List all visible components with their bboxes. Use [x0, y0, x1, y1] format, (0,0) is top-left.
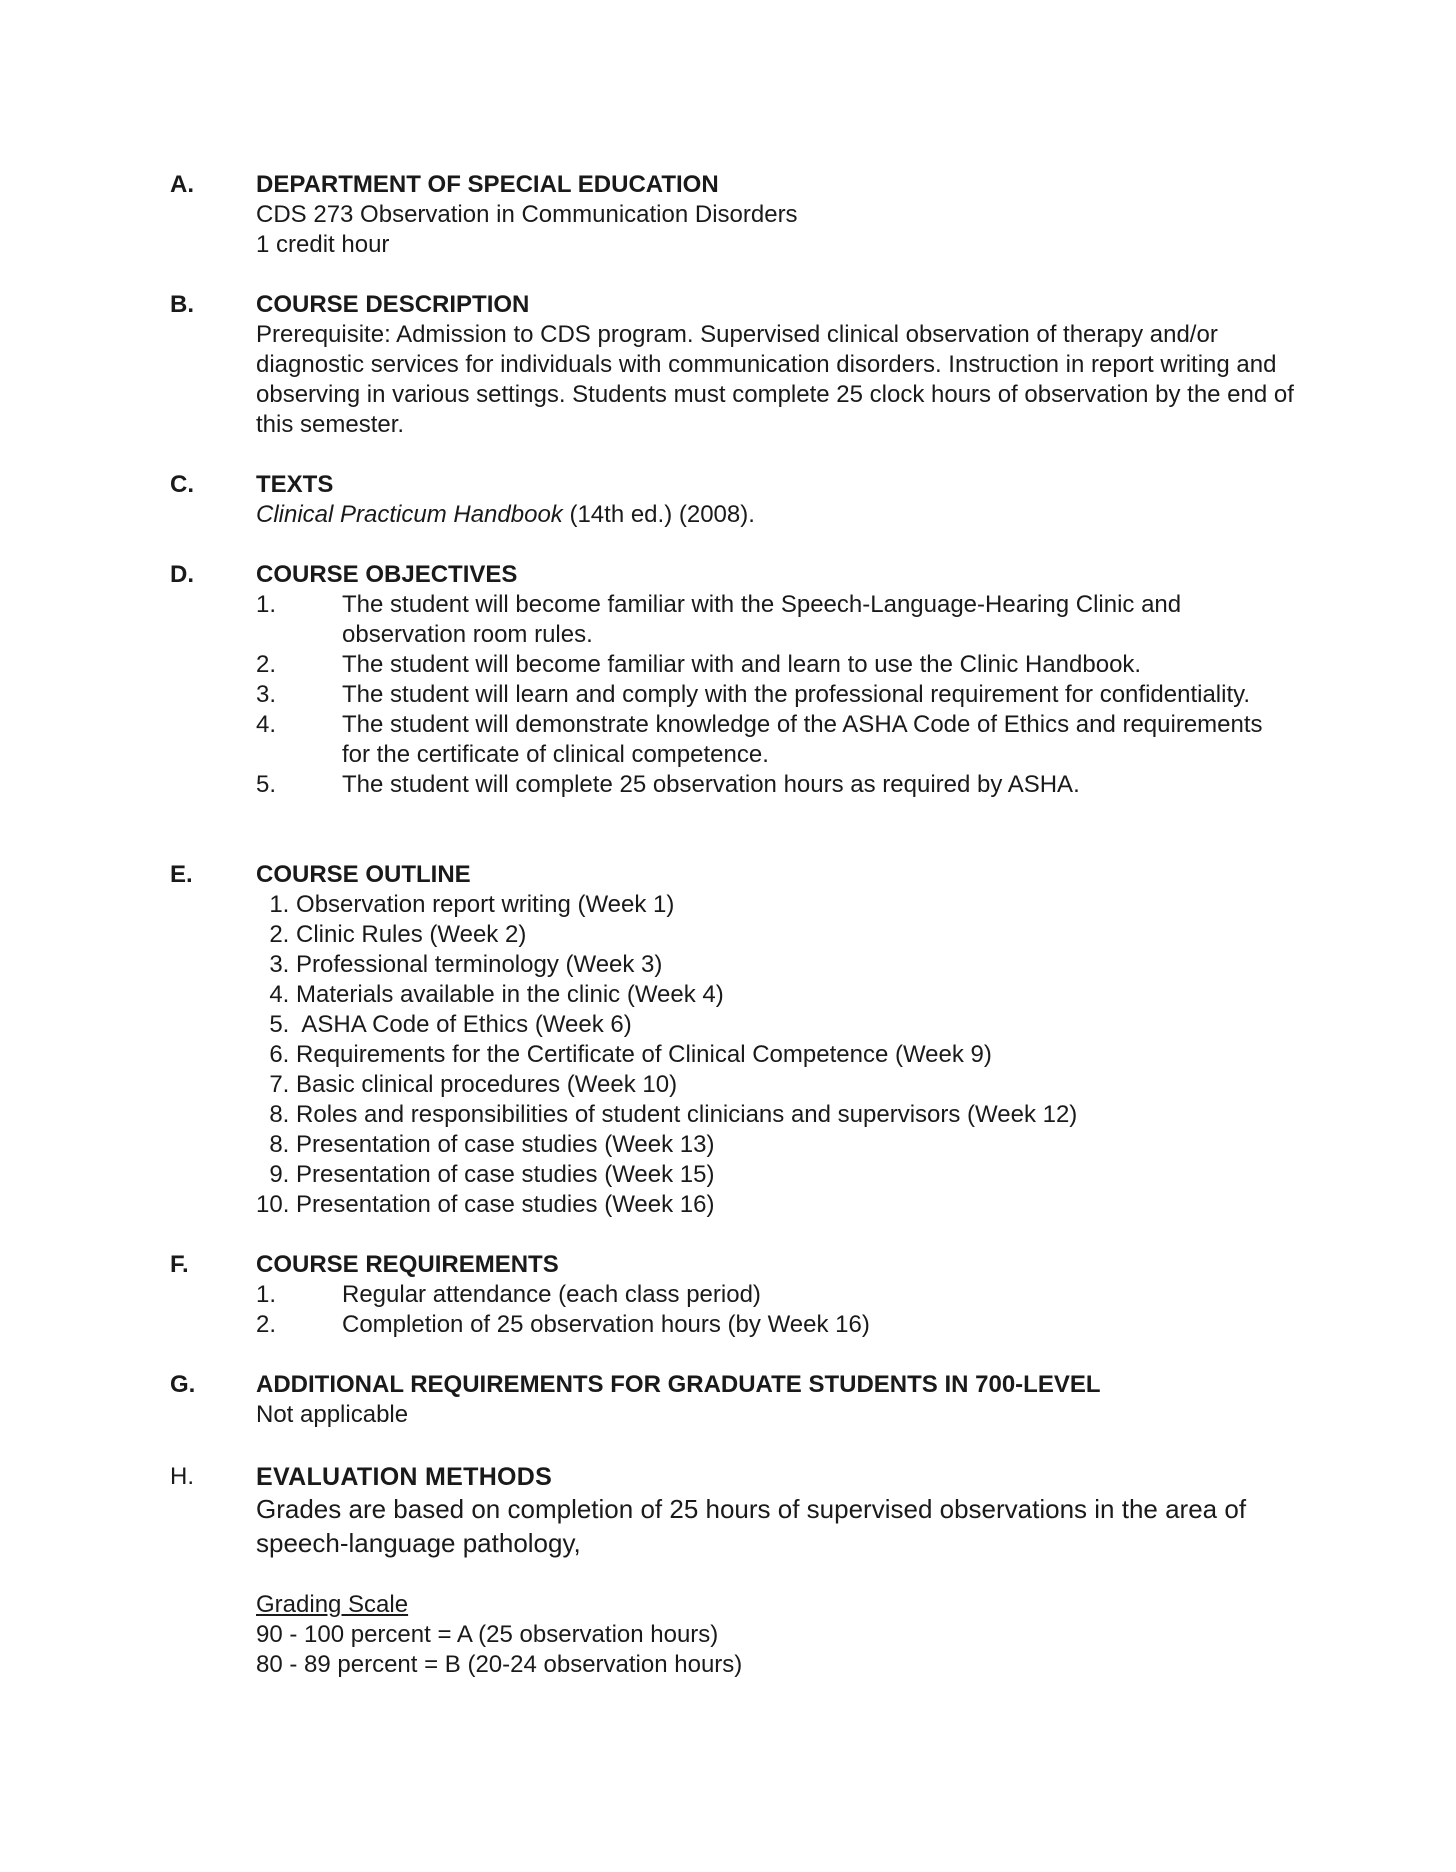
objective-number: 2.: [256, 651, 277, 678]
grading-scale-row: 90 - 100 percent = A (25 observation hours): [256, 1621, 719, 1648]
requirement-text: Regular attendance (each class period): [342, 1281, 761, 1308]
objective-text: The student will complete 25 observation hours as required by ASHA.: [342, 771, 1080, 798]
grading-scale-row: 80 - 89 percent = B (20-24 observation hours): [256, 1651, 743, 1678]
section-body: [256, 1370, 1296, 1430]
book-title: Clinical Practicum Handbook: [256, 501, 563, 528]
course-title: CDS 273 Observation in Communication Disorders: [256, 201, 798, 228]
objective-text: The student will demonstrate knowledge of the ASHA Code of Ethics and requirements for the certificate of clinical competence.: [342, 711, 1263, 768]
objective-number: 4.: [256, 711, 277, 738]
section-letter: B.: [170, 291, 194, 318]
section-body: [256, 290, 1296, 440]
section-letter: C.: [170, 471, 194, 498]
graduate-requirements-text: Not applicable: [256, 1401, 409, 1428]
requirement-text: Completion of 25 observation hours (by Week 16): [342, 1311, 870, 1338]
section-body: [256, 1462, 1296, 1680]
section-heading: DEPARTMENT OF SPECIAL EDUCATION: [256, 171, 719, 198]
objective-number: 5.: [256, 771, 277, 798]
objective-item: [256, 590, 1296, 650]
section-body: [256, 170, 1296, 260]
objective-text: The student will learn and comply with the professional requirement for confidentiality.: [342, 681, 1251, 708]
outline-item: 8. Roles and responsibilities of student clinicians and supervisors (Week 12): [256, 1101, 1078, 1128]
section-letter: A.: [170, 171, 194, 198]
section-heading: COURSE OBJECTIVES: [256, 561, 518, 588]
outline-item: 10. Presentation of case studies (Week 16): [256, 1191, 715, 1218]
outline-item: 6. Requirements for the Certificate of Clinical Competence (Week 9): [256, 1041, 992, 1068]
section-heading: ADDITIONAL REQUIREMENTS FOR GRADUATE STUDENTS IN 700-LEVEL: [256, 1371, 1101, 1398]
book-edition: (14th ed.) (2008).: [562, 501, 755, 528]
section-letter: G.: [170, 1371, 196, 1398]
spacer: [256, 1560, 1296, 1590]
text-citation: [256, 500, 1296, 530]
objective-text: The student will become familiar with and learn to use the Clinic Handbook.: [342, 651, 1142, 678]
section-body: [256, 860, 1296, 1220]
requirement-item: [256, 1310, 1296, 1340]
outline-item: 3. Professional terminology (Week 3): [256, 951, 663, 978]
section-heading: COURSE OUTLINE: [256, 861, 471, 888]
section-heading: EVALUATION METHODS: [256, 1463, 553, 1491]
grading-scale-title: Grading Scale: [256, 1591, 409, 1618]
credit-hours: 1 credit hour: [256, 231, 390, 258]
objective-item: [256, 680, 1296, 710]
outline-item: 7. Basic clinical procedures (Week 10): [256, 1071, 678, 1098]
section-letter: F.: [170, 1251, 189, 1278]
objective-number: 1.: [256, 591, 277, 618]
outline-item: 9. Presentation of case studies (Week 15): [256, 1161, 715, 1188]
section-heading: COURSE REQUIREMENTS: [256, 1251, 559, 1278]
course-description-text: Prerequisite: Admission to CDS program. Supervised clinical observation of therapy and/or diagnostic services for individuals with communication disorders. Instruction in report writing and observing in various settings. Students must complete 25 clock hours of observation by the end of this semester.: [256, 321, 1294, 438]
section-body: [256, 1250, 1296, 1340]
objective-text: The student will become familiar with the Speech-Language-Hearing Clinic and observation room rules.: [342, 591, 1182, 648]
outline-item: 4. Materials available in the clinic (Week 4): [256, 981, 724, 1008]
objective-item: [256, 710, 1296, 770]
outline-item: 5. ASHA Code of Ethics (Week 6): [256, 1011, 632, 1038]
objective-item: [256, 770, 1296, 800]
outline-item: 8. Presentation of case studies (Week 13): [256, 1131, 715, 1158]
requirement-number: 2.: [256, 1311, 277, 1338]
requirement-item: [256, 1280, 1296, 1310]
section-body: [256, 470, 1296, 530]
section-letter: D.: [170, 561, 194, 588]
objective-number: 3.: [256, 681, 277, 708]
requirement-number: 1.: [256, 1281, 277, 1308]
evaluation-text: Grades are based on completion of 25 hours of supervised observations in the area of speech-language pathology,: [256, 1494, 1247, 1558]
outline-item: 2. Clinic Rules (Week 2): [256, 921, 527, 948]
section-letter: H.: [170, 1463, 194, 1490]
section-body: [256, 560, 1296, 800]
outline-item: 1. Observation report writing (Week 1): [256, 891, 675, 918]
objective-item: [256, 650, 1296, 680]
section-heading: TEXTS: [256, 471, 334, 498]
section-letter: E.: [170, 861, 193, 888]
section-heading: COURSE DESCRIPTION: [256, 291, 530, 318]
